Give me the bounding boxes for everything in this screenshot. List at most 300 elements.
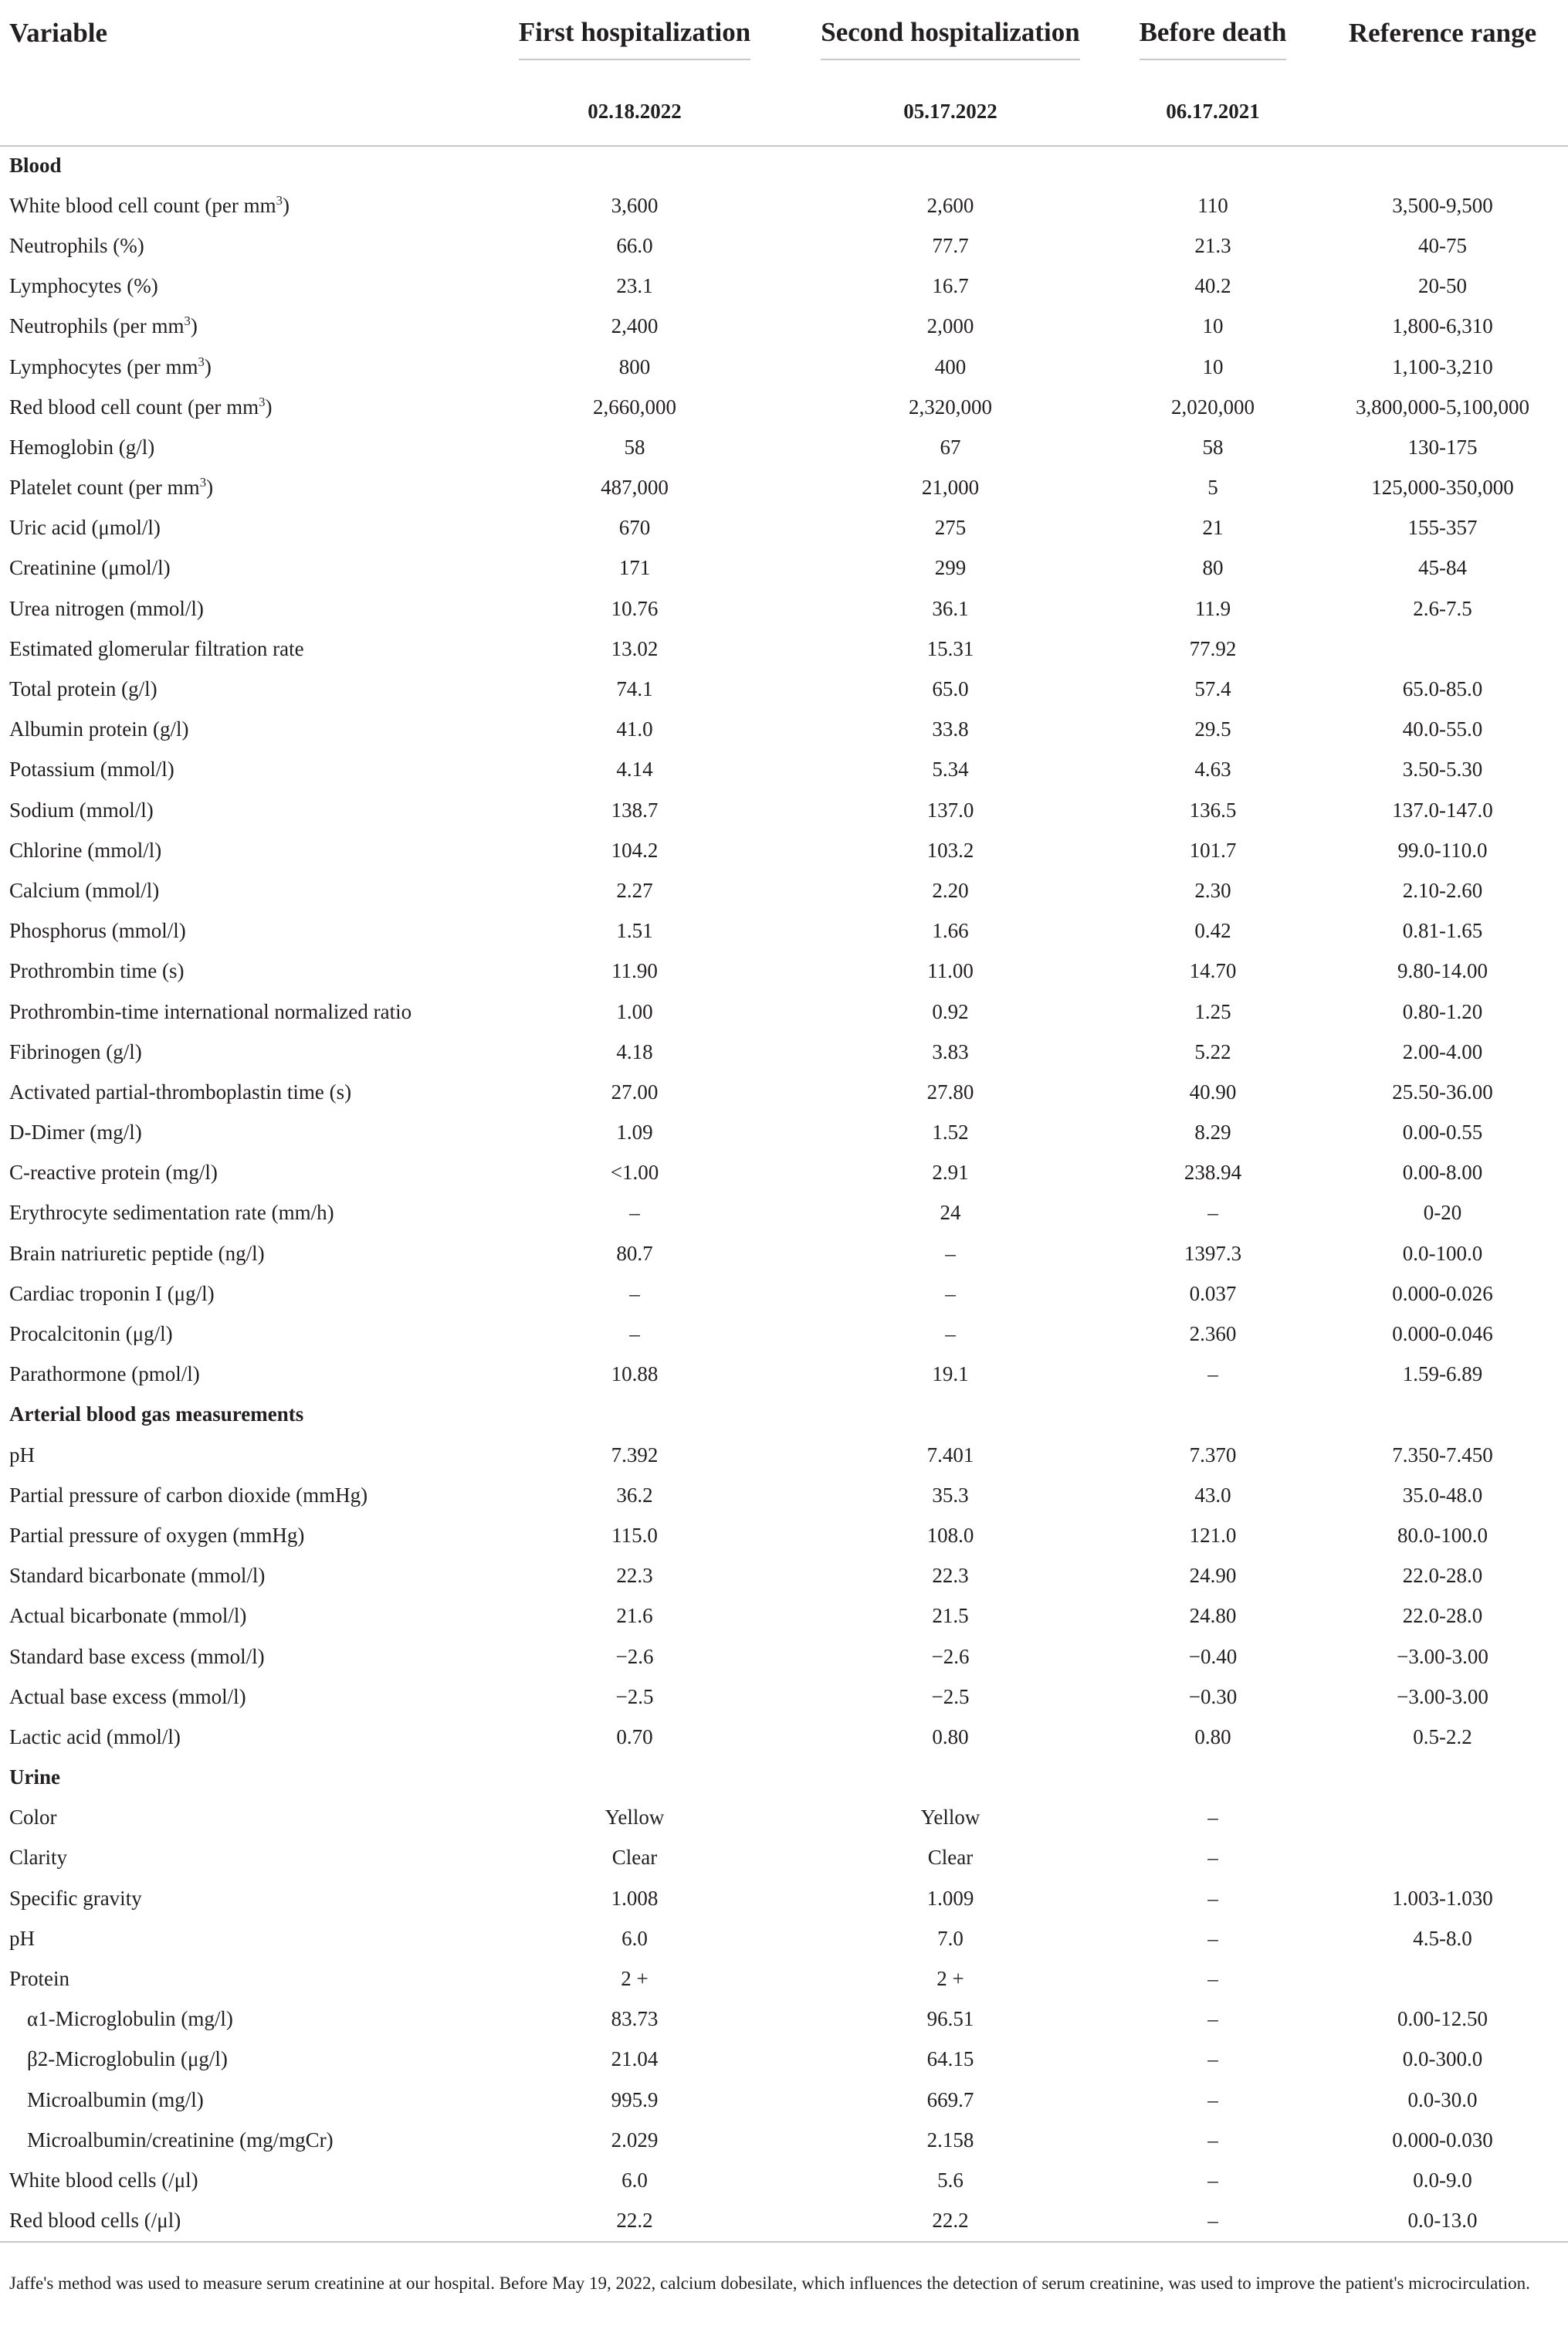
value-first: Clear <box>611 1846 658 1870</box>
table-row <box>0 1475 1568 1515</box>
value-before-death: 21.3 <box>1194 233 1231 257</box>
variable-name <box>0 1233 477 1273</box>
table-row <box>0 1273 1568 1314</box>
value-second: 2,320,000 <box>909 395 992 419</box>
value-first: 58 <box>624 435 645 459</box>
value-second: 2 + <box>936 1967 964 1991</box>
superscript: 3 <box>259 394 266 409</box>
variable-name <box>0 1717 477 1757</box>
reference-range: 80.0-100.0 <box>1397 1523 1488 1547</box>
value-second: 7.0 <box>937 1926 963 1950</box>
reference-range: 4.5-8.0 <box>1413 1926 1472 1950</box>
value-before-death: 58 <box>1202 435 1224 459</box>
value-before-death: – <box>1207 2047 1218 2071</box>
table-row <box>0 1918 1568 1958</box>
reference-range: 125,000-350,000 <box>1371 476 1514 500</box>
value-before-death: 24.80 <box>1189 1604 1237 1628</box>
value-second: 36.1 <box>932 596 969 620</box>
reference-range: 0.00-12.50 <box>1397 2007 1488 2031</box>
variable-label: White blood cells (/μl) <box>9 2168 198 2192</box>
value-second: 1.009 <box>926 1886 974 1910</box>
variable-name <box>0 870 477 910</box>
value-before-death: 1397.3 <box>1184 1241 1242 1265</box>
value-before-death: – <box>1207 1926 1218 1950</box>
date-first: 02.18.2022 <box>477 77 792 146</box>
reference-range: 0.0-13.0 <box>1317 2201 1568 2242</box>
table-row <box>0 548 1568 588</box>
value-second: 5.6 <box>937 2168 963 2192</box>
variable-label: Estimated glomerular filtration rate <box>9 636 304 660</box>
reference-range: 2.6-7.5 <box>1413 596 1472 620</box>
variable-name <box>0 1475 477 1515</box>
value-before-death: – <box>1207 2128 1218 2152</box>
value-second: 5.34 <box>932 758 969 782</box>
variable-label: Neutrophils (per mm <box>9 314 185 338</box>
value-first: 80.7 <box>616 1241 653 1265</box>
value-first: <1.00 <box>610 1161 659 1185</box>
variable-label: C-reactive protein (mg/l) <box>9 1161 218 1185</box>
variable-name <box>0 588 477 629</box>
variable-name <box>0 2160 477 2200</box>
value-second: – <box>945 1241 956 1265</box>
header-reference-range: Reference range <box>1348 18 1537 48</box>
value-second: 7.401 <box>926 1443 974 1467</box>
value-second: 2,000 <box>926 314 974 338</box>
table-row <box>0 1113 1568 1153</box>
reference-range: 7.350-7.450 <box>1392 1443 1493 1467</box>
table-row <box>0 1798 1568 1838</box>
reference-range: 3,500-9,500 <box>1392 193 1493 217</box>
value-first: 104.2 <box>611 838 659 862</box>
superscript: 3 <box>198 354 205 369</box>
variable-name <box>0 911 477 951</box>
value-before-death: 21 <box>1202 516 1224 540</box>
table-row <box>0 185 1568 226</box>
value-first: 487,000 <box>601 476 669 500</box>
variable-label: Sodium (mmol/l) <box>9 798 154 822</box>
superscript: 3 <box>199 475 207 490</box>
table-row <box>0 2120 1568 2160</box>
value-first: 23.1 <box>616 274 653 298</box>
variable-label: Microalbumin (mg/l) <box>27 2087 204 2111</box>
value-first: Yellow <box>605 1806 665 1829</box>
table-row <box>0 2160 1568 2200</box>
variable-name <box>0 2080 477 2120</box>
reference-range: 99.0-110.0 <box>1397 838 1488 862</box>
value-first: 7.392 <box>611 1443 659 1467</box>
reference-range: 0.0-300.0 <box>1402 2047 1483 2071</box>
reference-range: −3.00-3.00 <box>1397 1644 1488 1668</box>
table-row <box>0 951 1568 992</box>
value-before-death: – <box>1207 1362 1218 1386</box>
empty-cell <box>1109 1395 1317 1435</box>
variable-name <box>0 1032 477 1072</box>
variable-name <box>0 1677 477 1717</box>
table-row <box>0 1515 1568 1555</box>
reference-range: 0.0-30.0 <box>1407 2087 1478 2111</box>
value-first: 74.1 <box>616 677 653 701</box>
value-first: 27.00 <box>611 1080 659 1104</box>
variable-name <box>0 1838 477 1878</box>
table-row <box>0 468 1568 508</box>
value-before-death: 110 <box>1197 193 1228 217</box>
variable-name <box>0 1072 477 1112</box>
value-second: −2.5 <box>931 1684 970 1708</box>
variable-name <box>0 427 477 467</box>
value-second: 67 <box>940 435 961 459</box>
value-before-death: 43.0 <box>1194 1483 1231 1507</box>
variable-name <box>0 1515 477 1555</box>
value-first: 3,600 <box>611 193 659 217</box>
table-row <box>0 750 1568 790</box>
variable-label-tail: ) <box>206 476 214 500</box>
variable-label: Red blood cells (/μl) <box>9 2209 181 2233</box>
table-row <box>0 1878 1568 1918</box>
reference-range: 3.50-5.30 <box>1402 758 1483 782</box>
value-before-death: 29.5 <box>1194 717 1231 741</box>
reference-range: 0.000-0.030 <box>1392 2128 1493 2152</box>
variable-label: β2-Microglobulin (μg/l) <box>27 2047 228 2071</box>
value-first: 800 <box>618 354 651 378</box>
empty-cell <box>1109 145 1317 185</box>
value-first: 995.9 <box>611 2087 659 2111</box>
section-heading: Arterial blood gas measurements <box>9 1402 304 1426</box>
reference-range: 130-175 <box>1407 435 1478 459</box>
value-second: 35.3 <box>932 1483 969 1507</box>
empty-cell <box>1317 1395 1568 1435</box>
variable-label: Protein <box>9 1967 69 1991</box>
table-row <box>0 1636 1568 1677</box>
variable-label: Total protein (g/l) <box>9 677 157 701</box>
variable-label-tail: ) <box>283 193 290 217</box>
empty-cell <box>477 1395 792 1435</box>
value-first: 138.7 <box>611 798 659 822</box>
table-row <box>0 2201 1568 2242</box>
variable-label: Erythrocyte sedimentation rate (mm/h) <box>9 1201 334 1225</box>
value-before-death: 4.63 <box>1194 758 1231 782</box>
value-before-death: −0.40 <box>1188 1644 1238 1668</box>
value-first: 41.0 <box>616 717 653 741</box>
value-before-death: 5 <box>1207 476 1218 500</box>
variable-label: Urea nitrogen (mmol/l) <box>9 596 204 620</box>
value-second: 11.00 <box>927 959 974 983</box>
value-before-death: 0.80 <box>1194 1724 1231 1748</box>
section-heading: Urine <box>9 1765 60 1789</box>
date-before-death: 06.17.2021 <box>1109 77 1317 146</box>
superscript: 3 <box>184 314 191 329</box>
value-first: 1.09 <box>616 1121 653 1144</box>
value-first: 1.51 <box>616 919 653 943</box>
variable-label: Calcium (mmol/l) <box>9 878 160 902</box>
reference-range: 0.0-100.0 <box>1402 1241 1483 1265</box>
value-second: 24 <box>940 1201 961 1225</box>
value-before-death: – <box>1207 1967 1218 1991</box>
table-row <box>0 1677 1568 1717</box>
variable-label: α1-Microglobulin (mg/l) <box>27 2007 233 2031</box>
value-before-death: 77.92 <box>1189 636 1237 660</box>
value-first: – <box>629 1281 640 1305</box>
variable-name <box>0 629 477 669</box>
variable-name <box>0 1636 477 1677</box>
variable-label: Partial pressure of oxygen (mmHg) <box>9 1523 305 1547</box>
value-first: 21.04 <box>611 2047 659 2071</box>
empty-cell <box>792 1395 1109 1435</box>
variable-label: Brain natriuretic peptide (ng/l) <box>9 1241 265 1265</box>
variable-label: Red blood cell count (per mm <box>9 395 259 419</box>
value-before-death: – <box>1207 1201 1218 1225</box>
value-before-death: 10 <box>1202 314 1224 338</box>
value-second: – <box>945 1281 956 1305</box>
reference-range: 1.003-1.030 <box>1392 1886 1493 1910</box>
value-first: 2.029 <box>611 2128 659 2152</box>
reference-range <box>1317 1958 1568 1999</box>
table-row <box>0 992 1568 1032</box>
value-first: 21.6 <box>616 1604 653 1628</box>
value-first: – <box>629 1322 640 1346</box>
variable-name <box>0 710 477 750</box>
variable-name <box>0 790 477 830</box>
variable-name <box>0 468 477 508</box>
value-second: 137.0 <box>926 798 974 822</box>
value-second: Clear <box>927 1846 974 1870</box>
variable-name <box>0 992 477 1032</box>
variable-name <box>0 307 477 347</box>
variable-name <box>0 1193 477 1233</box>
value-second: 103.2 <box>926 838 974 862</box>
value-before-death: 10 <box>1202 354 1224 378</box>
value-first: 6.0 <box>621 2168 648 2192</box>
variable-label: Fibrinogen (g/l) <box>9 1039 142 1063</box>
table-row <box>0 1233 1568 1273</box>
reference-range: 2.00-4.00 <box>1402 1039 1483 1063</box>
reference-range: 0.0-9.0 <box>1413 2168 1472 2192</box>
value-second: 22.3 <box>932 1564 969 1588</box>
variable-label: Lactic acid (mmol/l) <box>9 1724 181 1748</box>
value-first: 10.76 <box>611 596 659 620</box>
value-second: Yellow <box>920 1806 980 1829</box>
variable-name <box>0 750 477 790</box>
value-first: 10.88 <box>611 1362 659 1386</box>
table-header <box>0 0 1568 147</box>
value-before-death: 40.2 <box>1194 274 1231 298</box>
value-before-death: 2.360 <box>1189 1322 1237 1346</box>
value-second: 2.158 <box>926 2128 974 2152</box>
value-first: 6.0 <box>621 1926 648 1950</box>
variable-name <box>0 1958 477 1999</box>
variable-name <box>0 1435 477 1475</box>
variable-label: Standard base excess (mmol/l) <box>9 1644 265 1668</box>
lab-results-table <box>0 145 1568 2243</box>
value-second: 0.92 <box>932 999 969 1023</box>
reference-range: 35.0-48.0 <box>1402 1483 1483 1507</box>
variable-name <box>0 226 477 266</box>
value-before-death: 5.22 <box>1194 1039 1231 1063</box>
value-first: 115.0 <box>611 1523 658 1547</box>
value-second: 33.8 <box>932 717 969 741</box>
variable-label: Creatinine (μmol/l) <box>9 556 171 580</box>
value-before-death: 8.29 <box>1194 1121 1231 1144</box>
reference-range: 20-50 <box>1418 274 1467 298</box>
value-second: 15.31 <box>926 636 974 660</box>
variable-name <box>0 387 477 427</box>
value-first: 4.14 <box>616 758 653 782</box>
reference-range <box>1317 1838 1568 1878</box>
value-second: 275 <box>934 516 967 540</box>
reference-range: 25.50-36.00 <box>1392 1080 1493 1104</box>
table-row <box>0 2080 1568 2120</box>
empty-cell <box>792 145 1109 185</box>
value-second: 65.0 <box>932 677 969 701</box>
value-second: −2.6 <box>931 1644 970 1668</box>
value-second: 21.5 <box>932 1604 969 1628</box>
value-before-death: 1.25 <box>1194 999 1231 1023</box>
variable-label: Phosphorus (mmol/l) <box>9 919 186 943</box>
variable-label: Prothrombin-time international normalized ratio <box>9 999 412 1023</box>
table-row <box>0 669 1568 709</box>
value-second: 2.20 <box>932 878 969 902</box>
reference-range: 0.80-1.20 <box>1402 999 1483 1023</box>
value-before-death: 136.5 <box>1189 798 1237 822</box>
table-row <box>0 629 1568 669</box>
value-before-death: 0.42 <box>1194 919 1231 943</box>
empty-cell <box>477 145 792 185</box>
reference-range: 65.0-85.0 <box>1402 677 1483 701</box>
variable-label: Actual base excess (mmol/l) <box>9 1684 246 1708</box>
reference-range: 22.0-28.0 <box>1402 1564 1483 1588</box>
value-first: 2 + <box>621 1967 649 1991</box>
value-second: 64.15 <box>926 2047 974 2071</box>
empty-cell <box>792 1758 1109 1798</box>
variable-name <box>0 185 477 226</box>
value-first: 4.18 <box>616 1039 653 1063</box>
value-before-death: 2.30 <box>1194 878 1231 902</box>
value-first: −2.6 <box>615 1644 654 1668</box>
variable-label: White blood cell count (per mm <box>9 193 276 217</box>
variable-name <box>0 2040 477 2080</box>
variable-label: Lymphocytes (per mm <box>9 354 198 378</box>
reference-range: 0.000-0.046 <box>1392 1322 1493 1346</box>
table-footnote: Jaffe's method was used to measure serum creatinine at our hospital. Before May 19, 2022, calcium dobesilate, which influences the detection of serum creatinine, was used to improve the patient's microcirculation. <box>9 2274 1530 2293</box>
variable-label: Actual bicarbonate (mmol/l) <box>9 1604 247 1628</box>
variable-name <box>0 2201 477 2242</box>
value-second: 669.7 <box>926 2087 974 2111</box>
date-second: 05.17.2022 <box>792 77 1109 146</box>
value-second: 108.0 <box>926 1523 974 1547</box>
reference-range: 40.0-55.0 <box>1402 717 1483 741</box>
variable-name <box>0 1918 477 1958</box>
value-before-death: −0.30 <box>1188 1684 1238 1708</box>
table-row <box>0 1072 1568 1112</box>
section-heading-row <box>0 1395 1568 1435</box>
value-before-death: 101.7 <box>1189 838 1237 862</box>
variable-label: Specific gravity <box>9 1886 142 1910</box>
table-row <box>0 508 1568 548</box>
header-row <box>0 0 1568 77</box>
value-second: 27.80 <box>926 1080 974 1104</box>
value-first: 2,660,000 <box>593 395 676 419</box>
value-before-death: – <box>1207 1886 1218 1910</box>
variable-label: Lymphocytes (%) <box>9 274 158 298</box>
variable-label: Microalbumin/creatinine (mg/mgCr) <box>27 2128 334 2152</box>
table-row <box>0 1314 1568 1354</box>
reference-range <box>1317 1798 1568 1838</box>
date-spacer <box>0 77 477 146</box>
value-before-death: 80 <box>1202 556 1224 580</box>
reference-range: 0.81-1.65 <box>1402 919 1483 943</box>
value-before-death: 11.9 <box>1194 596 1231 620</box>
value-before-death: – <box>1207 2007 1218 2031</box>
variable-label-tail: ) <box>265 395 273 419</box>
value-first: 66.0 <box>616 233 653 257</box>
variable-label: D-Dimer (mg/l) <box>9 1121 142 1144</box>
value-before-death: 7.370 <box>1189 1443 1237 1467</box>
table-row <box>0 790 1568 830</box>
value-second: 299 <box>934 556 967 580</box>
section-heading-row <box>0 1758 1568 1798</box>
value-first: −2.5 <box>615 1684 654 1708</box>
table-row <box>0 1355 1568 1395</box>
value-second: 22.2 <box>792 2201 1109 2242</box>
value-first: 1.00 <box>616 999 653 1023</box>
table-row <box>0 1596 1568 1636</box>
empty-cell <box>477 1758 792 1798</box>
variable-label: Platelet count (per mm <box>9 476 200 500</box>
reference-range: 0.00-0.55 <box>1402 1121 1483 1144</box>
empty-cell <box>1317 145 1568 185</box>
variable-name <box>0 2120 477 2160</box>
variable-label: Parathormone (pmol/l) <box>9 1362 200 1386</box>
table-row <box>0 307 1568 347</box>
value-second: 0.80 <box>932 1724 969 1748</box>
reference-range: 0-20 <box>1423 1201 1462 1225</box>
value-first: – <box>629 1201 640 1225</box>
table-row <box>0 1958 1568 1999</box>
variable-name <box>0 1355 477 1395</box>
empty-cell <box>1109 1758 1317 1798</box>
value-second: 96.51 <box>926 2007 974 2031</box>
value-before-death: – <box>1207 1846 1218 1870</box>
value-second: 3.83 <box>932 1039 969 1063</box>
value-first: 171 <box>618 556 651 580</box>
variable-name <box>0 669 477 709</box>
reference-range: 40-75 <box>1418 233 1467 257</box>
reference-range: −3.00-3.00 <box>1397 1684 1488 1708</box>
table-row <box>0 710 1568 750</box>
superscript: 3 <box>276 192 283 208</box>
reference-range: 3,800,000-5,100,000 <box>1356 395 1529 419</box>
table-row <box>0 427 1568 467</box>
table-row <box>0 1193 1568 1233</box>
table-row <box>0 2040 1568 2080</box>
table-row <box>0 1153 1568 1193</box>
value-before-death: – <box>1207 2168 1218 2192</box>
variable-name <box>0 1153 477 1193</box>
value-second: 16.7 <box>932 274 969 298</box>
value-second: 2,600 <box>926 193 974 217</box>
value-before-death: – <box>1207 2087 1218 2111</box>
value-second: 1.52 <box>932 1121 969 1144</box>
variable-label: Procalcitonin (μg/l) <box>9 1322 173 1346</box>
value-first: 36.2 <box>616 1483 653 1507</box>
value-before-death: 121.0 <box>1189 1523 1237 1547</box>
variable-name <box>0 1596 477 1636</box>
reference-range: 0.000-0.026 <box>1392 1281 1493 1305</box>
value-first: 2,400 <box>611 314 659 338</box>
reference-range: 0.00-8.00 <box>1402 1161 1483 1185</box>
table-row <box>0 226 1568 266</box>
variable-label-tail: ) <box>204 354 212 378</box>
reference-range: 1,800-6,310 <box>1392 314 1493 338</box>
